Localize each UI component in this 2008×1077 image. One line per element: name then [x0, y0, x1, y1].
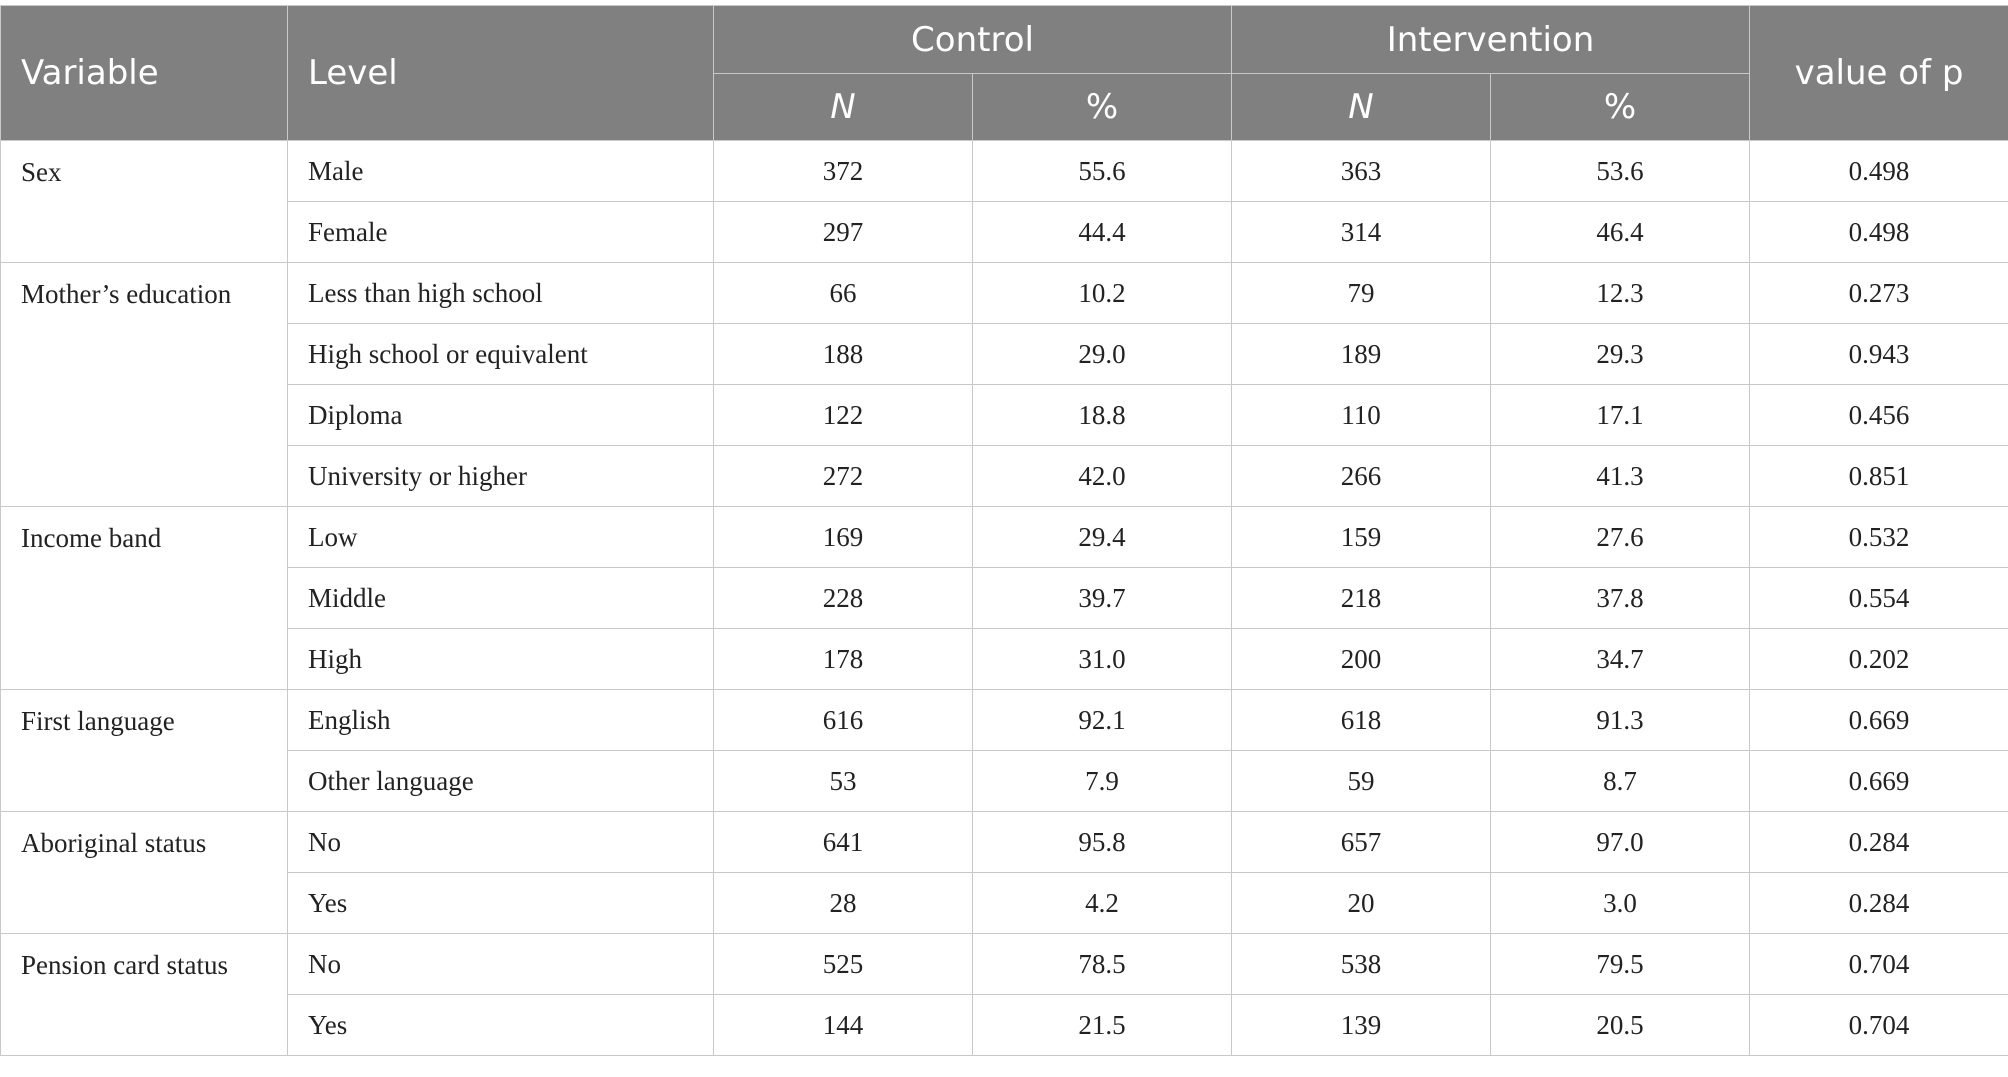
intervention-n-cell: 657 — [1232, 812, 1491, 873]
control-n-cell: 272 — [714, 446, 973, 507]
intervention-n-cell: 618 — [1232, 690, 1491, 751]
intervention-pct-cell: 20.5 — [1491, 995, 1750, 1056]
control-n-cell: 169 — [714, 507, 973, 568]
table-row — [1, 751, 2008, 812]
control-n-cell: 28 — [714, 873, 973, 934]
intervention-n-cell: 363 — [1232, 141, 1491, 202]
level-cell: High — [288, 629, 714, 690]
control-n-cell: 228 — [714, 568, 973, 629]
control-pct-cell: 78.5 — [973, 934, 1232, 995]
table-row — [1, 446, 2008, 507]
control-n-cell: 297 — [714, 202, 973, 263]
intervention-n-cell: 218 — [1232, 568, 1491, 629]
intervention-pct-cell: 12.3 — [1491, 263, 1750, 324]
level-cell: Yes — [288, 995, 714, 1056]
intervention-n-cell: 139 — [1232, 995, 1491, 1056]
table-header — [1, 6, 2008, 141]
level-cell: Less than high school — [288, 263, 714, 324]
control-pct-cell: 18.8 — [973, 385, 1232, 446]
intervention-pct-cell: 3.0 — [1491, 873, 1750, 934]
p-value-cell: 0.284 — [1750, 812, 2008, 873]
p-value-cell: 0.554 — [1750, 568, 2008, 629]
variable-cell: Mother’s education — [1, 263, 288, 507]
p-value-cell: 0.273 — [1750, 263, 2008, 324]
variable-cell: Sex — [1, 141, 288, 263]
control-n-cell: 178 — [714, 629, 973, 690]
intervention-pct-cell: 37.8 — [1491, 568, 1750, 629]
control-n-cell: 122 — [714, 385, 973, 446]
header-p-value: value of p — [1750, 6, 2008, 141]
intervention-pct-cell: 27.6 — [1491, 507, 1750, 568]
header-control-pct: % — [973, 74, 1232, 141]
table-row — [1, 690, 2008, 751]
intervention-pct-cell: 91.3 — [1491, 690, 1750, 751]
intervention-pct-cell: 17.1 — [1491, 385, 1750, 446]
intervention-n-cell: 79 — [1232, 263, 1491, 324]
control-pct-cell: 39.7 — [973, 568, 1232, 629]
p-value-cell: 0.498 — [1750, 202, 2008, 263]
control-pct-cell: 4.2 — [973, 873, 1232, 934]
intervention-n-cell: 59 — [1232, 751, 1491, 812]
level-cell: University or higher — [288, 446, 714, 507]
header-intervention: Intervention — [1232, 6, 1750, 74]
table-row — [1, 324, 2008, 385]
intervention-pct-cell: 46.4 — [1491, 202, 1750, 263]
intervention-pct-cell: 8.7 — [1491, 751, 1750, 812]
intervention-pct-cell: 29.3 — [1491, 324, 1750, 385]
intervention-n-cell: 538 — [1232, 934, 1491, 995]
intervention-n-cell: 20 — [1232, 873, 1491, 934]
intervention-n-cell: 314 — [1232, 202, 1491, 263]
control-n-cell: 641 — [714, 812, 973, 873]
p-value-cell: 0.943 — [1750, 324, 2008, 385]
table-row — [1, 202, 2008, 263]
p-value-cell: 0.704 — [1750, 995, 2008, 1056]
variable-cell: Pension card status — [1, 934, 288, 1056]
intervention-pct-cell: 34.7 — [1491, 629, 1750, 690]
variable-cell: Income band — [1, 507, 288, 690]
table-row — [1, 812, 2008, 873]
control-pct-cell: 7.9 — [973, 751, 1232, 812]
header-control: Control — [714, 6, 1232, 74]
level-cell: Female — [288, 202, 714, 263]
header-intervention-pct: % — [1491, 74, 1750, 141]
level-cell: English — [288, 690, 714, 751]
level-cell: High school or equivalent — [288, 324, 714, 385]
p-value-cell: 0.284 — [1750, 873, 2008, 934]
table-body — [1, 141, 2008, 1056]
table-row — [1, 873, 2008, 934]
control-pct-cell: 29.4 — [973, 507, 1232, 568]
control-n-cell: 66 — [714, 263, 973, 324]
control-pct-cell: 92.1 — [973, 690, 1232, 751]
header-control-n: N — [714, 74, 973, 141]
table-row — [1, 568, 2008, 629]
p-value-cell: 0.704 — [1750, 934, 2008, 995]
control-pct-cell: 10.2 — [973, 263, 1232, 324]
control-n-cell: 525 — [714, 934, 973, 995]
header-variable: Variable — [1, 6, 288, 141]
intervention-pct-cell: 97.0 — [1491, 812, 1750, 873]
p-value-cell: 0.851 — [1750, 446, 2008, 507]
p-value-cell: 0.532 — [1750, 507, 2008, 568]
level-cell: Yes — [288, 873, 714, 934]
control-n-cell: 372 — [714, 141, 973, 202]
table-row — [1, 263, 2008, 324]
p-value-cell: 0.669 — [1750, 690, 2008, 751]
variable-cell: Aboriginal status — [1, 812, 288, 934]
control-pct-cell: 44.4 — [973, 202, 1232, 263]
intervention-n-cell: 266 — [1232, 446, 1491, 507]
intervention-pct-cell: 53.6 — [1491, 141, 1750, 202]
demographics-table — [0, 5, 2008, 1056]
level-cell: No — [288, 934, 714, 995]
level-cell: Middle — [288, 568, 714, 629]
control-n-cell: 188 — [714, 324, 973, 385]
table-row — [1, 141, 2008, 202]
p-value-cell: 0.498 — [1750, 141, 2008, 202]
table-row — [1, 934, 2008, 995]
intervention-pct-cell: 79.5 — [1491, 934, 1750, 995]
control-pct-cell: 31.0 — [973, 629, 1232, 690]
control-n-cell: 53 — [714, 751, 973, 812]
table-row — [1, 629, 2008, 690]
intervention-n-cell: 110 — [1232, 385, 1491, 446]
control-pct-cell: 21.5 — [973, 995, 1232, 1056]
level-cell: Male — [288, 141, 714, 202]
intervention-pct-cell: 41.3 — [1491, 446, 1750, 507]
p-value-cell: 0.456 — [1750, 385, 2008, 446]
header-intervention-n: N — [1232, 74, 1491, 141]
table-row — [1, 995, 2008, 1056]
control-pct-cell: 42.0 — [973, 446, 1232, 507]
intervention-n-cell: 189 — [1232, 324, 1491, 385]
level-cell: Diploma — [288, 385, 714, 446]
level-cell: Other language — [288, 751, 714, 812]
control-pct-cell: 95.8 — [973, 812, 1232, 873]
control-pct-cell: 29.0 — [973, 324, 1232, 385]
p-value-cell: 0.669 — [1750, 751, 2008, 812]
header-level: Level — [288, 6, 714, 141]
intervention-n-cell: 200 — [1232, 629, 1491, 690]
variable-cell: First language — [1, 690, 288, 812]
intervention-n-cell: 159 — [1232, 507, 1491, 568]
table-row — [1, 385, 2008, 446]
control-pct-cell: 55.6 — [973, 141, 1232, 202]
level-cell: No — [288, 812, 714, 873]
control-n-cell: 616 — [714, 690, 973, 751]
p-value-cell: 0.202 — [1750, 629, 2008, 690]
level-cell: Low — [288, 507, 714, 568]
control-n-cell: 144 — [714, 995, 973, 1056]
table-row — [1, 507, 2008, 568]
